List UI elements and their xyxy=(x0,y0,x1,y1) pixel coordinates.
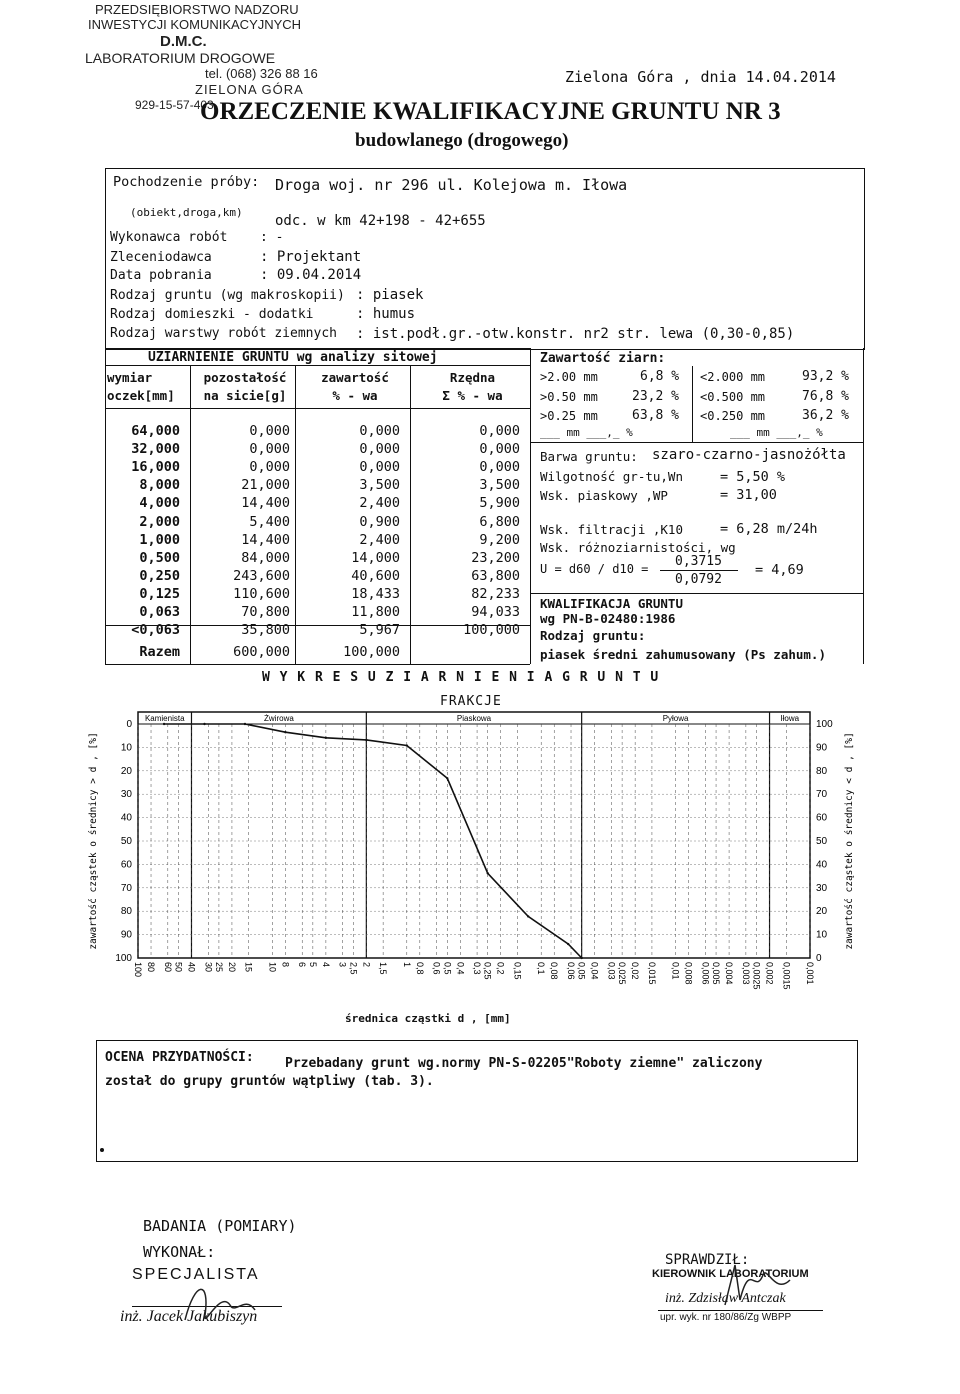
x-tick-label: 50 xyxy=(173,962,184,973)
layer-value: : ist.podł.gr.-otw.konstr. nr2 str. lewa (0,30-0,85) xyxy=(356,326,795,342)
sieve-cell: 82,233 xyxy=(471,585,520,602)
x-tick-label: 0,003 xyxy=(740,962,751,985)
grading-point xyxy=(580,957,582,959)
y-right-tick-label: 0 xyxy=(816,953,822,964)
stamp-line: 929-15-57-403 xyxy=(135,98,214,112)
color-value: szaro-czarno-jasnożółta xyxy=(652,447,846,463)
sieve-cell: 600,000 xyxy=(233,644,290,661)
left-signature-done: WYKONAŁ: xyxy=(143,1243,216,1261)
soil-kind-value: piasek średni zahumusowany (Ps zahum.) xyxy=(540,647,826,662)
lt05-label: <0.500 mm xyxy=(700,390,766,404)
x-tick-label: 0,8 xyxy=(414,962,425,975)
x-tick-label: 8 xyxy=(280,962,291,968)
x-tick-label: 4 xyxy=(320,962,331,968)
left-signature-name: inż. Jacek Jakubiszyn xyxy=(120,1308,258,1325)
y-right-tick-label: 10 xyxy=(816,929,828,941)
sieve-cell: 0,000 xyxy=(359,423,400,439)
sieve-header-cell: zawartość xyxy=(321,370,389,385)
soil-type-label: Rodzaj gruntu (wg makroskopii) xyxy=(110,288,345,303)
y-left-tick-label: 10 xyxy=(120,742,132,754)
sieve-cell: 94,033 xyxy=(471,604,520,620)
sieve-cell: Razem xyxy=(139,644,180,661)
sieve-cell: 0,500 xyxy=(139,549,180,566)
sieve-cell: 110,600 xyxy=(233,585,290,602)
fraction-label: Iłowa xyxy=(780,714,800,723)
sieve-cell: 63,800 xyxy=(471,567,520,584)
uniformity-value: = 4,69 xyxy=(755,562,804,578)
left-handwritten-signature xyxy=(175,1275,275,1335)
x-tick-label: 0,008 xyxy=(683,962,694,985)
lt2-label: <2.000 mm xyxy=(700,370,766,384)
sieve-cell: 32,000 xyxy=(131,441,180,458)
sample-info-box xyxy=(105,168,865,350)
fractions-label: FRAKCJE xyxy=(440,694,502,709)
x-tick-label: 0,005 xyxy=(711,962,722,985)
sieve-cell: 0,125 xyxy=(139,585,180,602)
lt05-value: 76,8 % xyxy=(802,389,849,404)
sieve-cell: 0,000 xyxy=(359,441,400,458)
sand-index-label: Wsk. piaskowy ,WP xyxy=(540,488,668,503)
sieve-cell: 0,000 xyxy=(249,423,290,439)
gt05-label: >0.50 mm xyxy=(540,390,598,404)
stamp-line: D.M.C. xyxy=(160,33,207,50)
d60-value: 0,3715 xyxy=(675,554,722,569)
sieve-cell: 100,000 xyxy=(343,644,400,661)
sieve-cell: 5,900 xyxy=(479,495,520,512)
lt025-label: <0.250 mm xyxy=(700,409,766,423)
y-right-tick-label: 40 xyxy=(816,859,828,871)
grain-size-chart xyxy=(0,700,960,1060)
sieve-cell: 3,500 xyxy=(359,477,400,494)
x-tick-label: 0,04 xyxy=(589,962,600,980)
blank-row-left: ___ mm ___,_ % xyxy=(540,426,633,439)
grading-point xyxy=(163,723,165,725)
origin-label: Pochodzenie próby: xyxy=(113,174,260,190)
sieve-header-cell: na sicie[g] xyxy=(203,388,287,403)
y-left-tick-label: 90 xyxy=(120,929,132,941)
x-tick-label: 0,03 xyxy=(606,962,617,980)
sieve-cell: 18,433 xyxy=(351,585,400,602)
object-label: (obiekt,droga,km) xyxy=(130,206,243,219)
sieve-cell: 9,200 xyxy=(479,531,520,548)
fraction-label: Żwirowa xyxy=(264,714,294,723)
uniformity-formula: U = d60 / d10 = xyxy=(540,562,649,576)
blank-row-right: ___ mm ___,_ % xyxy=(730,426,823,439)
grading-point xyxy=(244,723,246,725)
x-tick-label: 0,15 xyxy=(512,962,523,980)
x-tick-label: 1,5 xyxy=(378,962,389,975)
sieve-header-cell: oczek[mm] xyxy=(107,388,175,403)
sieve-cell: 0,063 xyxy=(139,604,180,620)
sieve-cell: 5,967 xyxy=(359,622,400,639)
x-tick-label: 1 xyxy=(401,962,412,968)
sieve-cell: 2,400 xyxy=(359,531,400,548)
sieve-cell: 40,600 xyxy=(351,567,400,584)
y-right-axis-label: zawartość cząstek o średnicy < d , [%] xyxy=(844,732,855,950)
d10-value: 0,0792 xyxy=(675,572,722,587)
assessment-text: Przebadany grunt wg.normy PN-S-02205"Roboty ziemne" zaliczony xyxy=(285,1056,763,1071)
contractor-value: : - xyxy=(260,230,284,245)
left-signature-role: SPECJALISTA xyxy=(132,1266,260,1283)
sieve-cell: 2,400 xyxy=(359,495,400,512)
stamp-line: tel. (068) 326 88 16 xyxy=(205,66,318,81)
y-right-tick-label: 90 xyxy=(816,742,828,754)
x-tick-label: 20 xyxy=(226,962,237,973)
x-tick-label: 0,0025 xyxy=(751,962,762,990)
sieve-cell: 0,000 xyxy=(479,423,520,439)
grading-point xyxy=(567,943,569,945)
sieve-header-cell: wymiar xyxy=(107,370,153,385)
fraction-label: Piaskowa xyxy=(456,714,492,723)
right-signature-permission: upr. wyk. nr 180/86/Zg WBPP xyxy=(660,1312,792,1323)
soil-kind-label: Rodzaj gruntu: xyxy=(540,628,646,643)
x-tick-label: 0,004 xyxy=(724,962,735,985)
x-tick-label: 10 xyxy=(267,962,278,973)
y-right-tick-label: 50 xyxy=(816,836,828,847)
stamp-line: ZIELONA GÓRA xyxy=(195,82,304,97)
soil-type-value: : piasek xyxy=(356,287,424,303)
sieve-cell: 35,800 xyxy=(241,622,290,639)
sieve-cell: 84,000 xyxy=(241,549,290,566)
lt025-value: 36,2 % xyxy=(802,408,849,423)
sieve-cell: 14,000 xyxy=(351,549,400,566)
fraction-label: Kamienista xyxy=(144,714,185,723)
sieve-cell: 0,000 xyxy=(249,459,290,476)
y-left-tick-label: 80 xyxy=(120,906,132,918)
filtration-label: Wsk. filtracji ,K10 xyxy=(540,522,683,537)
x-tick-label: 0,0015 xyxy=(781,962,792,990)
sieve-cell: 23,200 xyxy=(471,549,520,566)
sieve-header-cell: % - wa xyxy=(332,388,378,403)
y-left-tick-label: 20 xyxy=(120,765,132,777)
stamp-line: LABORATORIUM DROGOWE xyxy=(85,50,276,66)
x-tick-label: 5 xyxy=(307,962,318,968)
y-left-tick-label: 40 xyxy=(120,812,132,824)
date-label: Data pobrania xyxy=(110,268,212,283)
gt025-label: >0.25 mm xyxy=(540,409,598,423)
right-signature-role: KIEROWNIK LABORATORIUM xyxy=(652,1268,809,1280)
object-value: odc. w km 42+198 - 42+655 xyxy=(275,213,486,229)
sieve-cell: 0,900 xyxy=(359,513,400,530)
sieve-cell: 0,000 xyxy=(249,441,290,458)
moisture-value: = 5,50 % xyxy=(720,469,786,485)
stamp-line: PRZEDSIĘBIORSTWO NADZORU xyxy=(95,2,299,17)
x-tick-label: 100 xyxy=(133,962,143,978)
sieve-cell: 5,400 xyxy=(249,513,290,530)
grading-point xyxy=(203,723,205,725)
x-tick-label: 0,6 xyxy=(431,962,442,975)
x-tick-label: 60 xyxy=(162,962,173,973)
sieve-cell: 6,800 xyxy=(479,513,520,530)
grading-point xyxy=(527,915,529,917)
bullet-dot xyxy=(100,1148,104,1152)
x-tick-label: 25 xyxy=(213,962,224,973)
x-tick-label: 0,1 xyxy=(536,962,547,975)
layer-label: Rodzaj warstwy robót ziemnych xyxy=(110,326,337,341)
gt2-label: >2.00 mm xyxy=(540,370,598,384)
x-tick-label: 0,002 xyxy=(764,962,775,985)
sieve-cell: 0,000 xyxy=(479,459,520,476)
y-left-axis-label: zawartość cząstek o średnicy > d , [%] xyxy=(88,732,99,950)
sieve-cell: 100,000 xyxy=(463,622,520,639)
place-date: Zielona Góra , dnia 14.04.2014 xyxy=(565,68,836,86)
x-tick-label: 0,25 xyxy=(482,962,493,980)
qualification-norm: wg PN-B-02480:1986 xyxy=(540,611,676,626)
right-signature-title: SPRAWDZIŁ: xyxy=(665,1252,750,1268)
x-tick-label: 0,5 xyxy=(442,962,453,975)
origin-value: Droga woj. nr 296 ul. Kolejowa m. Iłowa xyxy=(275,176,628,194)
contractor-label: Wykonawca robót xyxy=(110,230,228,245)
sieve-header-cell: pozostałość xyxy=(203,370,287,385)
y-left-tick-label: 100 xyxy=(115,953,132,964)
x-tick-label: 0,01 xyxy=(670,962,681,980)
qualification-title: KWALIFIKACJA GRUNTU xyxy=(540,596,683,611)
sieve-cell: 14,400 xyxy=(241,495,290,512)
y-right-tick-label: 100 xyxy=(816,719,833,730)
sieve-cell: <0,063 xyxy=(131,622,180,639)
document-subtitle: budowlanego (drogowego) xyxy=(355,130,569,151)
y-right-tick-label: 20 xyxy=(816,906,828,918)
y-left-tick-label: 50 xyxy=(120,836,132,847)
sieve-cell: 3,500 xyxy=(479,477,520,494)
gt2-value: 6,8 % xyxy=(640,369,680,384)
right-handwritten-signature xyxy=(705,1255,805,1315)
client-label: Zleceniodawca xyxy=(110,250,212,265)
lt2-value: 93,2 % xyxy=(802,369,849,384)
grading-point xyxy=(365,739,367,741)
x-tick-label: 0,025 xyxy=(617,962,628,985)
sieve-cell: 4,000 xyxy=(139,495,180,512)
sieve-cell: 70,800 xyxy=(241,604,290,620)
y-right-tick-label: 70 xyxy=(816,789,828,801)
sieve-table-title: UZIARNIENIE GRUNTU wg analizy sitowej xyxy=(148,350,438,365)
sieve-header-cell: Rzędna xyxy=(449,370,496,385)
sieve-cell: 243,600 xyxy=(233,567,290,584)
x-tick-label: 0,06 xyxy=(566,962,577,980)
color-label: Barwa gruntu: xyxy=(540,449,638,464)
x-tick-label: 2,5 xyxy=(348,962,359,975)
x-tick-label: 0,08 xyxy=(549,962,560,980)
grading-point xyxy=(487,872,489,874)
x-tick-label: 6 xyxy=(297,962,308,968)
sieve-cell: 0,000 xyxy=(359,459,400,476)
sieve-cell: 64,000 xyxy=(131,423,180,439)
filtration-value: = 6,28 m/24h xyxy=(720,521,818,537)
fraction-label: Pyłowa xyxy=(662,714,689,723)
sieve-cell: 14,400 xyxy=(241,531,290,548)
sieve-cell: 0,000 xyxy=(479,441,520,458)
gt05-value: 23,2 % xyxy=(632,389,679,404)
x-tick-label: 0,05 xyxy=(576,962,587,980)
x-tick-label: 3 xyxy=(337,962,348,968)
grading-point xyxy=(284,731,286,733)
sieve-cell: 16,000 xyxy=(131,459,180,476)
x-tick-label: 80 xyxy=(146,962,157,973)
x-tick-label: 0,2 xyxy=(495,962,506,975)
y-right-tick-label: 80 xyxy=(816,765,828,777)
stamp-line: INWESTYCJI KOMUNIKACYJNYCH xyxy=(88,17,302,32)
grading-point xyxy=(446,777,448,779)
left-signature-title: BADANIA (POMIARY) xyxy=(143,1217,297,1235)
client-value: : Projektant xyxy=(260,249,362,265)
sieve-cell: 21,000 xyxy=(241,477,290,494)
sieve-cell: 2,000 xyxy=(139,513,180,530)
admixture-value: : humus xyxy=(356,306,416,322)
sieve-cell: 11,800 xyxy=(351,604,400,620)
x-tick-label: 0,006 xyxy=(700,962,711,985)
x-tick-label: 0,02 xyxy=(630,962,641,980)
y-left-tick-label: 70 xyxy=(120,882,132,894)
x-tick-label: 15 xyxy=(243,962,254,973)
y-left-tick-label: 30 xyxy=(120,789,132,801)
right-signature-name: inż. Zdzisław Antczak xyxy=(665,1291,786,1306)
grain-content-title: Zawartość ziarn: xyxy=(540,351,666,366)
y-right-tick-label: 30 xyxy=(816,882,828,894)
sieve-cell: 0,250 xyxy=(139,567,180,584)
uniformity-label: Wsk. różnoziarnistości, wg xyxy=(540,540,736,555)
chart-title: W Y K R E S U Z I A R N I E N I A G R U N T U xyxy=(262,670,660,685)
x-tick-label: 40 xyxy=(186,962,197,973)
assessment-label: OCENA PRZYDATNOŚCI: xyxy=(105,1050,254,1065)
sand-index-value: = 31,00 xyxy=(720,487,777,503)
y-left-tick-label: 60 xyxy=(120,859,132,871)
chart-xlabel: średnica cząstki d , [mm] xyxy=(345,1012,511,1025)
y-left-tick-label: 0 xyxy=(126,719,132,730)
x-tick-label: 0,4 xyxy=(455,962,466,975)
assessment-text-2: został do grupy gruntów wątpliwy (tab. 3). xyxy=(105,1074,434,1089)
x-tick-label: 2 xyxy=(361,962,372,968)
sieve-cell: 1,000 xyxy=(139,531,180,548)
moisture-label: Wilgotność gr-tu,Wn xyxy=(540,469,683,484)
x-tick-label: 30 xyxy=(203,962,214,973)
x-tick-label: 0,001 xyxy=(805,962,815,985)
x-tick-label: 0,3 xyxy=(472,962,483,975)
y-right-tick-label: 60 xyxy=(816,812,828,824)
admixture-label: Rodzaj domieszki - dodatki xyxy=(110,307,314,322)
grading-point xyxy=(406,744,408,746)
x-tick-label: 0,015 xyxy=(646,962,657,985)
chart-frame xyxy=(138,712,810,958)
date-value: : 09.04.2014 xyxy=(260,267,362,283)
gt025-value: 63,8 % xyxy=(632,408,679,423)
document-title: ORZECZENIE KWALIFIKACYJNE GRUNTU NR 3 xyxy=(200,98,781,125)
sieve-header-cell: Σ % - wa xyxy=(442,388,503,403)
sieve-cell: 8,000 xyxy=(139,477,180,494)
grading-point xyxy=(325,737,327,739)
